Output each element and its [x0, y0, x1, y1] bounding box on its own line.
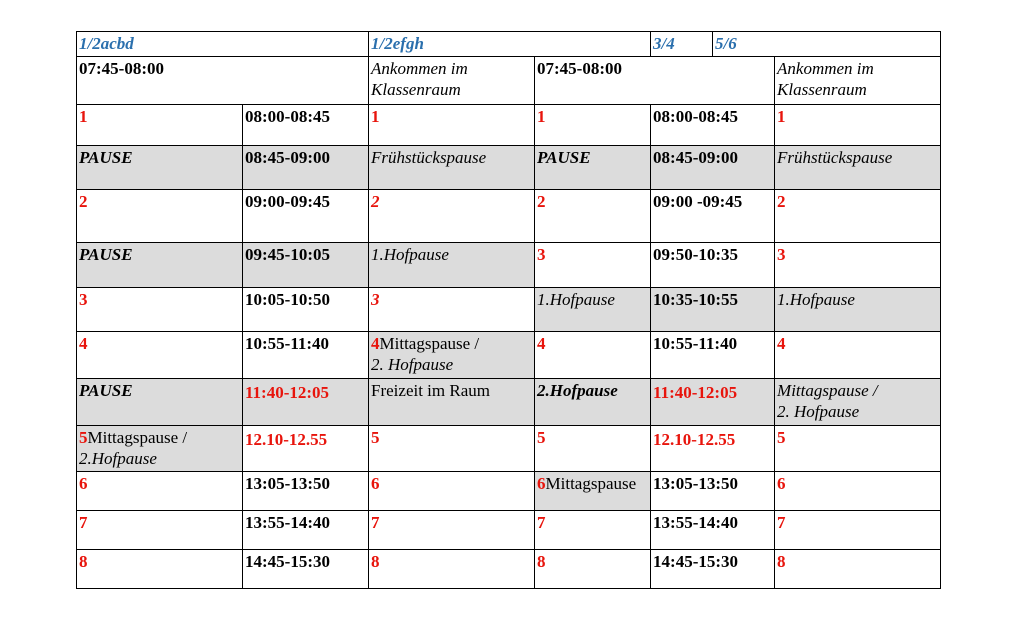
- cell-lesson: 2: [535, 190, 651, 243]
- cell-lesson: 5: [535, 426, 651, 472]
- table-row: [77, 379, 941, 426]
- cell-hofpause: 2.Hofpause: [535, 379, 651, 426]
- cell-lesson: 6: [369, 472, 535, 511]
- header-row: [77, 32, 941, 57]
- schedule-table: [76, 31, 941, 589]
- cell-pause: PAUSE: [77, 243, 243, 288]
- cell-time: 08:45-09:00: [651, 146, 775, 190]
- cell-time: 14:45-15:30: [243, 550, 369, 589]
- table-row: [77, 511, 941, 550]
- arrival-text-left-line2: Klassenraum: [371, 80, 461, 99]
- cell-time: 08:00-08:45: [651, 105, 775, 146]
- cell-lesson: 3: [77, 288, 243, 332]
- table-row: [77, 105, 941, 146]
- cell-lesson: 1: [369, 105, 535, 146]
- lesson-number: 6: [537, 474, 546, 493]
- table-row: [77, 243, 941, 288]
- table-row: [77, 146, 941, 190]
- cell-time: 10:35-10:55: [651, 288, 775, 332]
- cell-lesson: 3: [369, 288, 535, 332]
- arrival-row: [77, 57, 941, 105]
- arrival-text-right-line2: Klassenraum: [777, 80, 867, 99]
- cell-lunch-pause: [77, 426, 243, 472]
- cell-hofpause: 1.Hofpause: [775, 288, 941, 332]
- cell-time-highlight: 12.10-12.55: [243, 426, 369, 472]
- cell-time: 10:05-10:50: [243, 288, 369, 332]
- cell-lesson: 1: [775, 105, 941, 146]
- cell-lunch-pause: [369, 332, 535, 379]
- cell-time: 13:55-14:40: [651, 511, 775, 550]
- table-row: [77, 550, 941, 589]
- table-row: [77, 190, 941, 243]
- cell-time: 08:45-09:00: [243, 146, 369, 190]
- cell-lesson: 8: [535, 550, 651, 589]
- arrival-text-right: [775, 57, 941, 105]
- cell-time: 14:45-15:30: [651, 550, 775, 589]
- cell-time-highlight: 12.10-12.55: [651, 426, 775, 472]
- cell-time: 09:00-09:45: [243, 190, 369, 243]
- cell-time: 08:00-08:45: [243, 105, 369, 146]
- cell-free-time: Freizeit im Raum: [369, 379, 535, 426]
- cell-time: 09:50-10:35: [651, 243, 775, 288]
- table-row: [77, 332, 941, 379]
- cell-time: 10:55-11:40: [651, 332, 775, 379]
- cell-pause: PAUSE: [535, 146, 651, 190]
- cell-lesson: 3: [775, 243, 941, 288]
- cell-time: 13:55-14:40: [243, 511, 369, 550]
- cell-lesson: 8: [77, 550, 243, 589]
- lunch-label: Mittagspause /: [777, 381, 878, 400]
- cell-lesson: 2: [77, 190, 243, 243]
- header-group-1-2efgh: 1/2efgh: [369, 32, 651, 57]
- lunch-label: Mittagspause /: [379, 334, 480, 353]
- cell-lesson: 4: [535, 332, 651, 379]
- cell-time: 10:55-11:40: [243, 332, 369, 379]
- header-group-5-6: 5/6: [713, 32, 941, 57]
- cell-hofpause: 1.Hofpause: [369, 243, 535, 288]
- cell-lesson: 7: [775, 511, 941, 550]
- cell-lesson: 6: [775, 472, 941, 511]
- cell-breakfast-pause: Frühstückspause: [775, 146, 941, 190]
- cell-lesson: 8: [369, 550, 535, 589]
- arrival-text-right-line1: Ankommen im: [777, 59, 874, 78]
- cell-pause: PAUSE: [77, 379, 243, 426]
- cell-lesson: 8: [775, 550, 941, 589]
- cell-lesson: 1: [77, 105, 243, 146]
- cell-lesson: 2: [369, 190, 535, 243]
- lesson-number: 5: [79, 428, 88, 447]
- cell-pause: PAUSE: [77, 146, 243, 190]
- arrival-text-left: [369, 57, 535, 105]
- cell-lesson: 7: [535, 511, 651, 550]
- cell-time: 09:00 -09:45: [651, 190, 775, 243]
- cell-time: 13:05-13:50: [651, 472, 775, 511]
- lunch-label: Mittagspause /: [87, 428, 188, 447]
- hofpause-label: 2. Hofpause: [777, 402, 860, 421]
- cell-lunch-pause: [535, 472, 651, 511]
- arrival-time-right: 07:45-08:00: [535, 57, 775, 105]
- arrival-text-left-line1: Ankommen im: [371, 59, 468, 78]
- hofpause-label: 2. Hofpause: [371, 355, 454, 374]
- header-group-1-2acbd: 1/2acbd: [77, 32, 369, 57]
- cell-time-highlight: 11:40-12:05: [243, 379, 369, 426]
- cell-lesson: 5: [369, 426, 535, 472]
- cell-time-highlight: 11:40-12:05: [651, 379, 775, 426]
- cell-lesson: 6: [77, 472, 243, 511]
- hofpause-label: 2.Hofpause: [79, 449, 157, 468]
- cell-hofpause: 1.Hofpause: [535, 288, 651, 332]
- lunch-label: Mittagspause: [545, 474, 637, 493]
- cell-lesson: 2: [775, 190, 941, 243]
- cell-time: 09:45-10:05: [243, 243, 369, 288]
- cell-time: 13:05-13:50: [243, 472, 369, 511]
- cell-breakfast-pause: Frühstückspause: [369, 146, 535, 190]
- table-row: [77, 472, 941, 511]
- cell-lesson: 7: [369, 511, 535, 550]
- table-row: [77, 288, 941, 332]
- cell-lesson: 4: [77, 332, 243, 379]
- cell-lesson: 7: [77, 511, 243, 550]
- lesson-number: 4: [371, 334, 380, 353]
- cell-lunch-pause: [775, 379, 941, 426]
- cell-lesson: 4: [775, 332, 941, 379]
- arrival-time-left: 07:45-08:00: [77, 57, 369, 105]
- header-group-3-4: 3/4: [651, 32, 713, 57]
- table-row: [77, 426, 941, 472]
- cell-lesson: 1: [535, 105, 651, 146]
- cell-lesson: 5: [775, 426, 941, 472]
- cell-lesson: 3: [535, 243, 651, 288]
